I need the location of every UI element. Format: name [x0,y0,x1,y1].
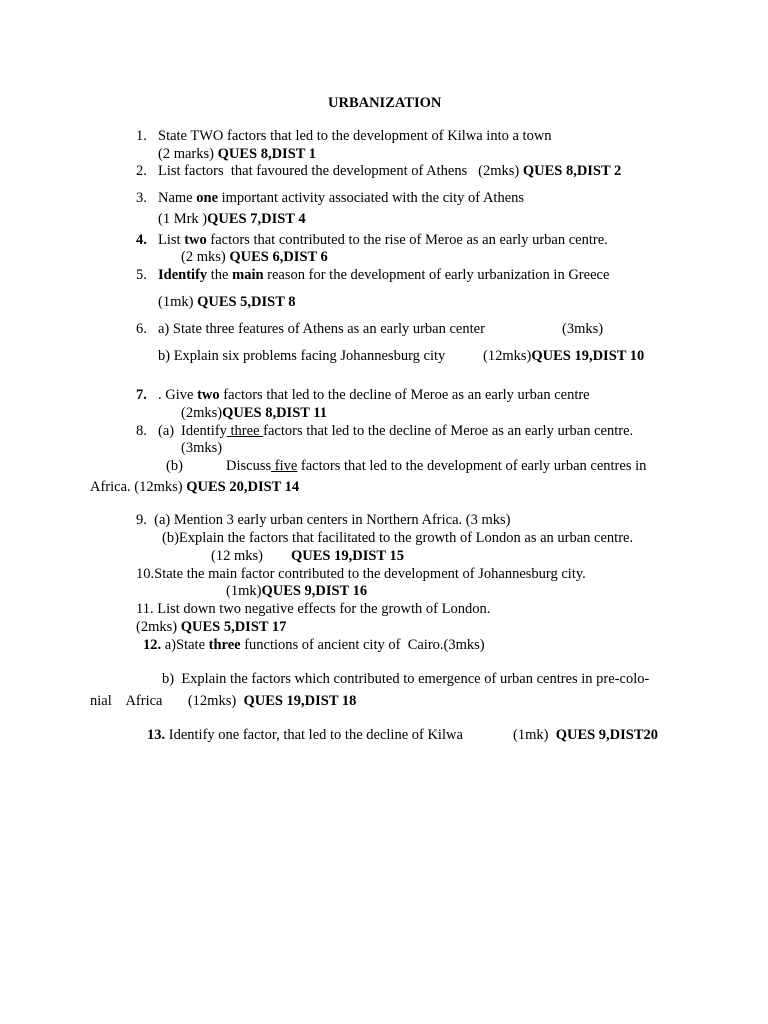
question-3-text-post: important activity associated with the city of Athens [218,190,525,206]
question-8a-line [181,422,633,440]
question-7-text-post: factors that led to the decline of Meroe as an early urban centre [219,387,590,403]
question-10-marks: (1mk) [226,583,262,599]
question-4-text-pre: List [158,232,185,248]
question-12-bold: three [208,637,241,653]
question-4-marks-line [181,248,328,266]
question-8b-marks-line [90,478,299,496]
question-6b-marks-line [483,347,644,365]
question-1-text: State TWO factors that led to the development of Kilwa into a town [158,128,552,144]
question-7-marks-line [181,404,327,422]
question-6-ref: QUES 19,DIST 10 [531,348,645,364]
question-7-text-pre: . Give [158,387,198,403]
question-5-bold-identify: Identify [158,267,208,283]
question-9a-text: 9. (a) Mention 3 early urban centers in Northern Africa. (3 mks) [136,512,511,528]
question-1-marks: (2 marks) [158,146,218,162]
question-12b-marks-line [90,692,356,710]
question-8b-underlined: five [271,458,298,474]
question-2-ref: QUES 8,DIST 2 [522,163,622,179]
question-11-marks-line [136,618,286,636]
question-8-ref: QUES 20,DIST 14 [186,479,300,495]
question-5-ref: QUES 5,DIST 8 [197,294,296,310]
question-4-line [158,231,608,249]
question-13-marks-line [513,726,658,744]
question-12-number: 12. [143,637,162,653]
question-10-text: 10.State the main factor contributed to the development of Johannesburg city. [136,566,586,582]
question-1-number: 1. [136,128,147,144]
question-9b-text: (b)Explain the factors that facilitated to the growth of London as an urban centre. [162,530,634,546]
question-12-ref: QUES 19,DIST 18 [243,693,357,709]
question-7-number: 7. [136,387,147,403]
question-2-number: 2. [136,163,147,179]
question-2-line [158,162,621,180]
question-5-number: 5. [136,267,147,283]
question-8b-text-pre: Discuss [226,458,272,474]
question-8a-label: (a) [158,423,175,439]
question-6-number: 6. [136,321,147,337]
question-5-marks: (1mk) [158,294,198,310]
question-5-text-mid: the [207,267,233,283]
question-5-bold-main: main [232,267,264,283]
question-5-text-post: reason for the development of early urbanization in Greece [263,267,610,283]
question-9-ref: QUES 19,DIST 15 [291,548,404,564]
question-4-bold: two [184,232,207,248]
question-7-ref: QUES 8,DIST 11 [222,405,327,421]
question-13-marks: (1mk) [513,727,556,743]
question-13-line [147,726,463,744]
question-13-ref: QUES 9,DIST20 [555,727,659,743]
question-3-marks: (1 Mrk ) [158,211,208,227]
question-1-ref: QUES 8,DIST 1 [217,146,317,162]
question-13-number: 13. [147,727,166,743]
question-4-ref: QUES 6,DIST 6 [229,249,328,265]
question-8a-marks: (3mks) [181,440,223,456]
question-6a-text: a) State three features of Athens as an early urban center [158,321,485,337]
question-8b-label: (b) [166,458,183,474]
question-8b-text-post: factors that led to the development of early urban centres in [297,458,647,474]
question-3-marks-line [158,210,306,228]
question-6b-text: b) Explain six problems facing Johannesburg city [158,348,446,364]
question-8a-underlined: three [226,423,264,439]
question-7-bold: two [197,387,220,403]
question-9b-marks: (12 mks) [211,548,263,564]
question-7-line [158,386,590,404]
question-8a-text-pre: Identify [181,423,227,439]
question-13-text: Identify one factor, that led to the decline of Kilwa [165,727,463,743]
question-7-marks: (2mks) [181,405,223,421]
question-11-marks: (2mks) [136,619,181,635]
question-3-bold: one [196,190,218,206]
question-8b-continuation: Africa. (12mks) [90,479,187,495]
question-4-text-post: factors that contributed to the rise of Meroe as an early urban centre. [206,232,608,248]
question-4-number: 4. [136,232,147,248]
question-11-ref: QUES 5,DIST 17 [180,619,287,635]
question-11-text: 11. List down two negative effects for the growth of London. [136,601,491,617]
question-1-marks-line [158,145,316,163]
question-4-marks: (2 mks) [181,249,230,265]
question-3-text-pre: Name [158,190,197,206]
question-10-ref: QUES 9,DIST 16 [261,583,368,599]
question-6a-marks: (3mks) [562,321,604,337]
question-3-line [158,189,524,207]
question-10-marks-line [226,582,367,600]
question-6b-marks: (12mks) [483,348,532,364]
question-5-marks-line [158,293,296,311]
question-12-text-pre: a)State [161,637,209,653]
question-8-number: 8. [136,423,147,439]
question-12-line [143,636,485,654]
question-12b-continuation: nial Africa (12mks) [90,693,244,709]
question-5-line [158,266,609,284]
question-8b-line [226,457,646,475]
question-12b-text: b) Explain the factors which contributed to emergence of urban centres in pre-colo- [162,671,650,687]
page-title: URBANIZATION [328,95,442,111]
question-8a-text-post: factors that led to the decline of Meroe as an early urban centre. [263,423,634,439]
question-12-text-post: functions of ancient city of Cairo.(3mks) [240,637,485,653]
question-3-number: 3. [136,190,147,206]
question-2-text: List factors that favoured the development of Athens (2mks) [158,163,523,179]
question-3-ref: QUES 7,DIST 4 [207,211,306,227]
